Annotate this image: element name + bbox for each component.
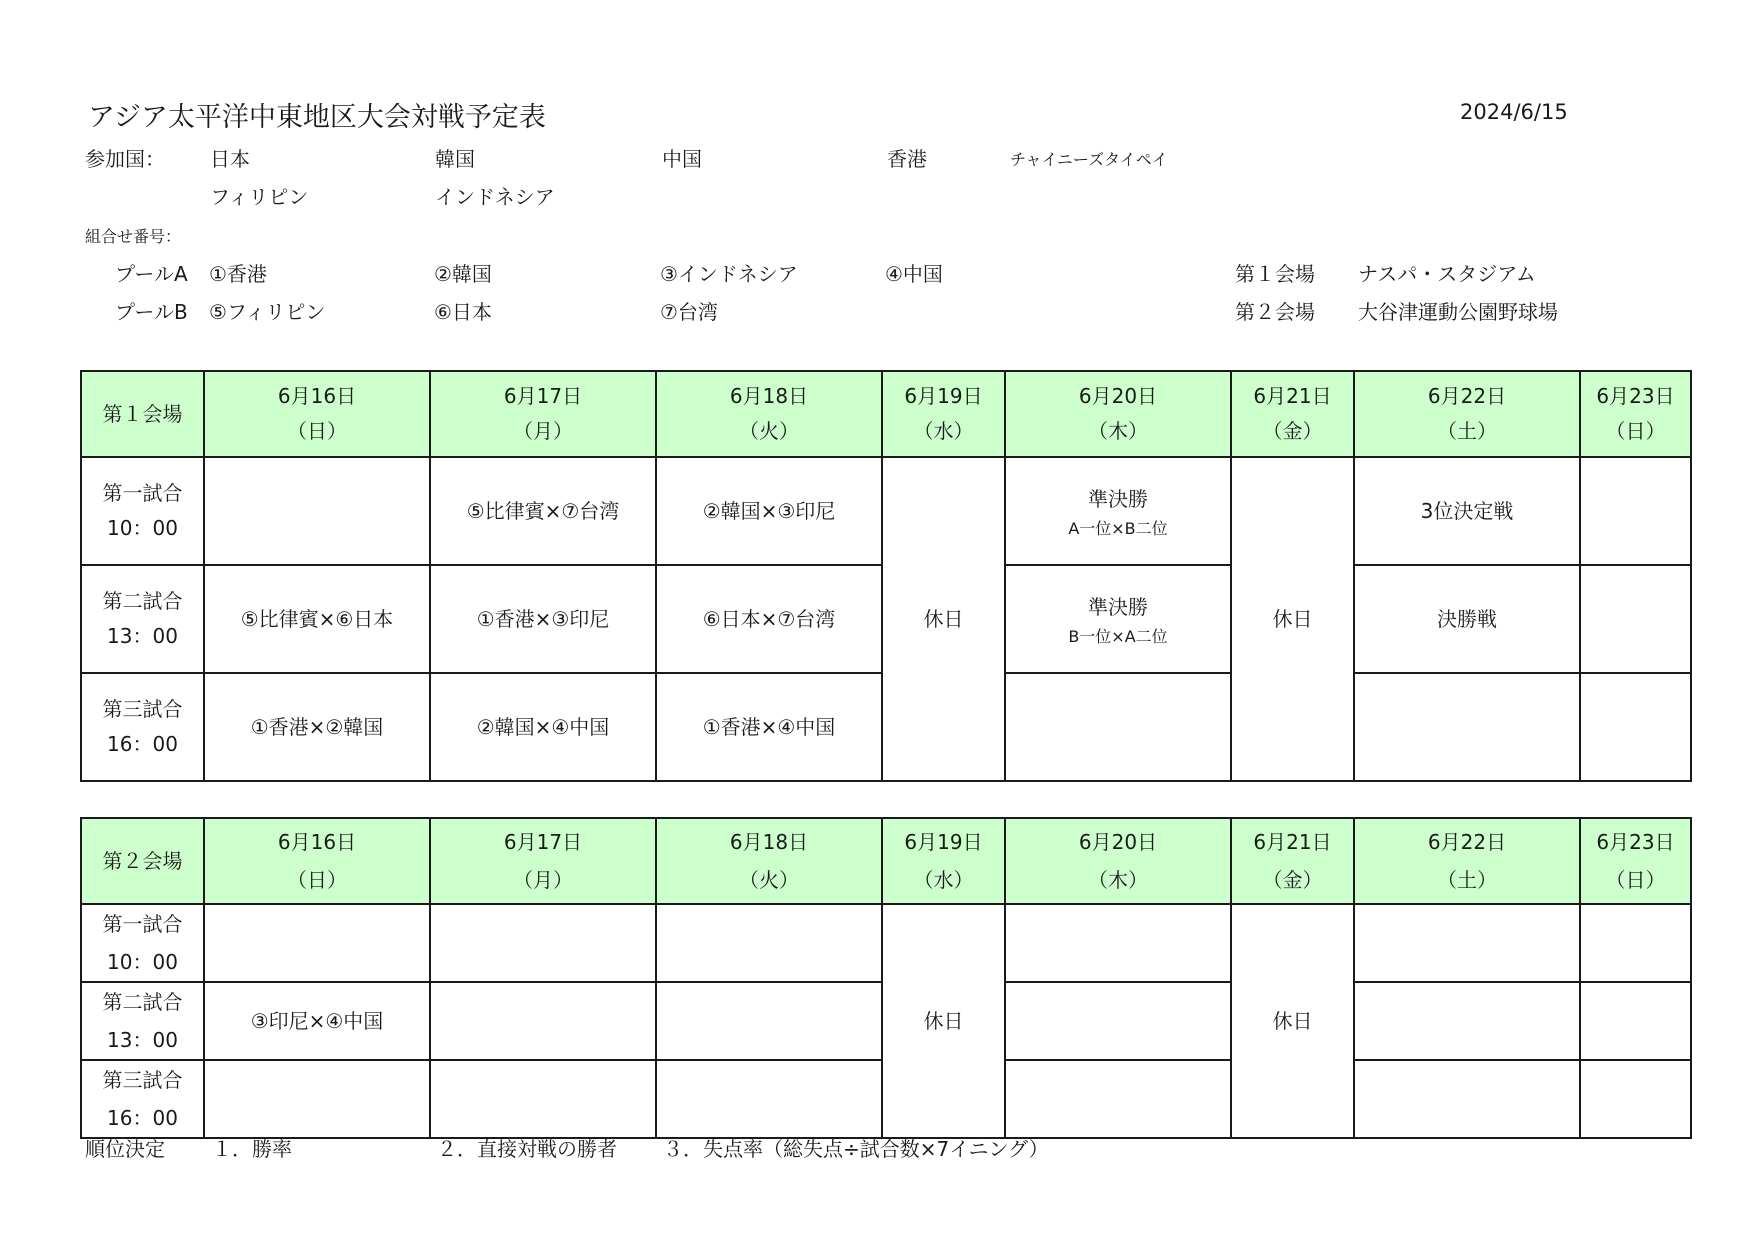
match-cell: ①香港×②韓国 (204, 673, 430, 781)
match-cell (656, 982, 882, 1060)
ranking-rule-3: ３．失点率（総失点÷試合数×7イニング） (663, 1137, 1049, 1161)
match-cell (1580, 565, 1691, 673)
game-label-cell: 第二試合 13：00 (81, 982, 204, 1060)
match-cell: ①香港×③印尼 (430, 565, 656, 673)
match-cell (1005, 673, 1231, 781)
participant-chinese-taipei: チャイニーズタイペイ (1010, 150, 1168, 169)
rest-day-cell: 休日 (882, 904, 1005, 1138)
day-header-0622: 6月22日 （土） (1354, 371, 1580, 457)
ranking-rule-2: ２．直接対戦の勝者 (437, 1137, 617, 1161)
table-row (81, 457, 1691, 565)
page-title: アジア太平洋中東地区大会対戦予定表 (88, 102, 546, 133)
game-label-cell: 第三試合 16：00 (81, 673, 204, 781)
day-header-0622: 6月22日 （土） (1354, 818, 1580, 904)
participant-japan: 日本 (210, 147, 250, 171)
match-cell (1580, 904, 1691, 982)
participant-philippines: フィリピン (210, 185, 309, 209)
match-cell: ①香港×④中国 (656, 673, 882, 781)
day-header-0620: 6月20日 （木） (1005, 818, 1231, 904)
match-cell: ⑤比律賓×⑥日本 (204, 565, 430, 673)
pairing-label: 組合せ番号： (85, 227, 182, 246)
rest-day-cell: 休日 (1231, 904, 1354, 1138)
game-label-cell: 第二試合 13：00 (81, 565, 204, 673)
match-cell (1005, 904, 1231, 982)
participants-label: 参加国： (85, 147, 165, 171)
participant-indonesia: インドネシア (435, 185, 555, 209)
rest-day-cell: 休日 (882, 457, 1005, 781)
match-cell (1354, 1060, 1580, 1138)
game-label-cell: 第一試合 10：00 (81, 457, 204, 565)
day-header-0623: 6月23日 （日） (1580, 818, 1691, 904)
venue-2-label: 第２会場 (1235, 300, 1315, 324)
schedule-table-venue-2 (80, 817, 1692, 1139)
match-cell (656, 904, 882, 982)
match-cell (1580, 673, 1691, 781)
match-cell (430, 982, 656, 1060)
match-cell: ②韓国×④中国 (430, 673, 656, 781)
match-cell (204, 457, 430, 565)
pool-a-team-4: ④中国 (885, 262, 943, 286)
document-date: 2024/6/15 (1460, 100, 1568, 124)
venue-header-cell: 第２会場 (81, 818, 204, 904)
venue-1-name: ナスパ・スタジアム (1358, 262, 1536, 286)
day-header-0623: 6月23日 （日） (1580, 371, 1691, 457)
match-cell: 3位決定戦 (1354, 457, 1580, 565)
game-label-cell: 第一試合 10：00 (81, 904, 204, 982)
table-header-row (81, 371, 1691, 457)
match-cell (204, 1060, 430, 1138)
day-header-0616: 6月16日 （日） (204, 818, 430, 904)
pool-a-team-3: ③インドネシア (660, 262, 798, 286)
venue-2-name: 大谷津運動公園野球場 (1358, 300, 1558, 324)
day-header-0620: 6月20日 （木） (1005, 371, 1231, 457)
pool-b-team-1: ⑤フィリピン (209, 300, 326, 324)
day-header-0619: 6月19日 （水） (882, 371, 1005, 457)
match-cell: ②韓国×③印尼 (656, 457, 882, 565)
match-cell: 準決勝 B一位×A二位 (1005, 565, 1231, 673)
rest-day-cell: 休日 (1231, 457, 1354, 781)
day-header-0617: 6月17日 （月） (430, 818, 656, 904)
match-cell (1005, 1060, 1231, 1138)
day-header-0618: 6月18日 （火） (656, 371, 882, 457)
match-cell: 決勝戦 (1354, 565, 1580, 673)
match-cell: ⑥日本×⑦台湾 (656, 565, 882, 673)
pool-b-label: プールB (115, 300, 188, 324)
match-cell (1005, 982, 1231, 1060)
ranking-label: 順位決定 (85, 1137, 165, 1161)
match-cell (1354, 982, 1580, 1060)
table-row (81, 904, 1691, 982)
match-cell (204, 904, 430, 982)
day-header-0618: 6月18日 （火） (656, 818, 882, 904)
game-label-cell: 第三試合 16：00 (81, 1060, 204, 1138)
ranking-rule-1: １．勝率 (212, 1137, 292, 1161)
table-header-row (81, 818, 1691, 904)
match-cell (1580, 457, 1691, 565)
pool-b-team-2: ⑥日本 (434, 300, 492, 324)
venue-1-label: 第１会場 (1235, 262, 1315, 286)
match-cell (1354, 904, 1580, 982)
match-cell (1580, 1060, 1691, 1138)
match-cell (430, 904, 656, 982)
match-cell: ③印尼×④中国 (204, 982, 430, 1060)
match-cell: ⑤比律賓×⑦台湾 (430, 457, 656, 565)
venue-header-cell: 第１会場 (81, 371, 204, 457)
day-header-0621: 6月21日 （金） (1231, 371, 1354, 457)
pool-b-team-3: ⑦台湾 (660, 300, 718, 324)
match-cell: 準決勝 A一位×B二位 (1005, 457, 1231, 565)
participant-china: 中国 (662, 147, 702, 171)
match-cell (1580, 982, 1691, 1060)
day-header-0617: 6月17日 （月） (430, 371, 656, 457)
pool-a-team-1: ①香港 (209, 262, 267, 286)
pool-a-label: プールA (115, 262, 188, 286)
schedule-table-venue-1 (80, 370, 1692, 782)
match-cell (1354, 673, 1580, 781)
participant-hongkong: 香港 (887, 147, 927, 171)
day-header-0619: 6月19日 （水） (882, 818, 1005, 904)
match-cell (430, 1060, 656, 1138)
participant-korea: 韓国 (435, 147, 475, 171)
day-header-0616: 6月16日 （日） (204, 371, 430, 457)
match-cell (656, 1060, 882, 1138)
day-header-0621: 6月21日 （金） (1231, 818, 1354, 904)
pool-a-team-2: ②韓国 (434, 262, 492, 286)
